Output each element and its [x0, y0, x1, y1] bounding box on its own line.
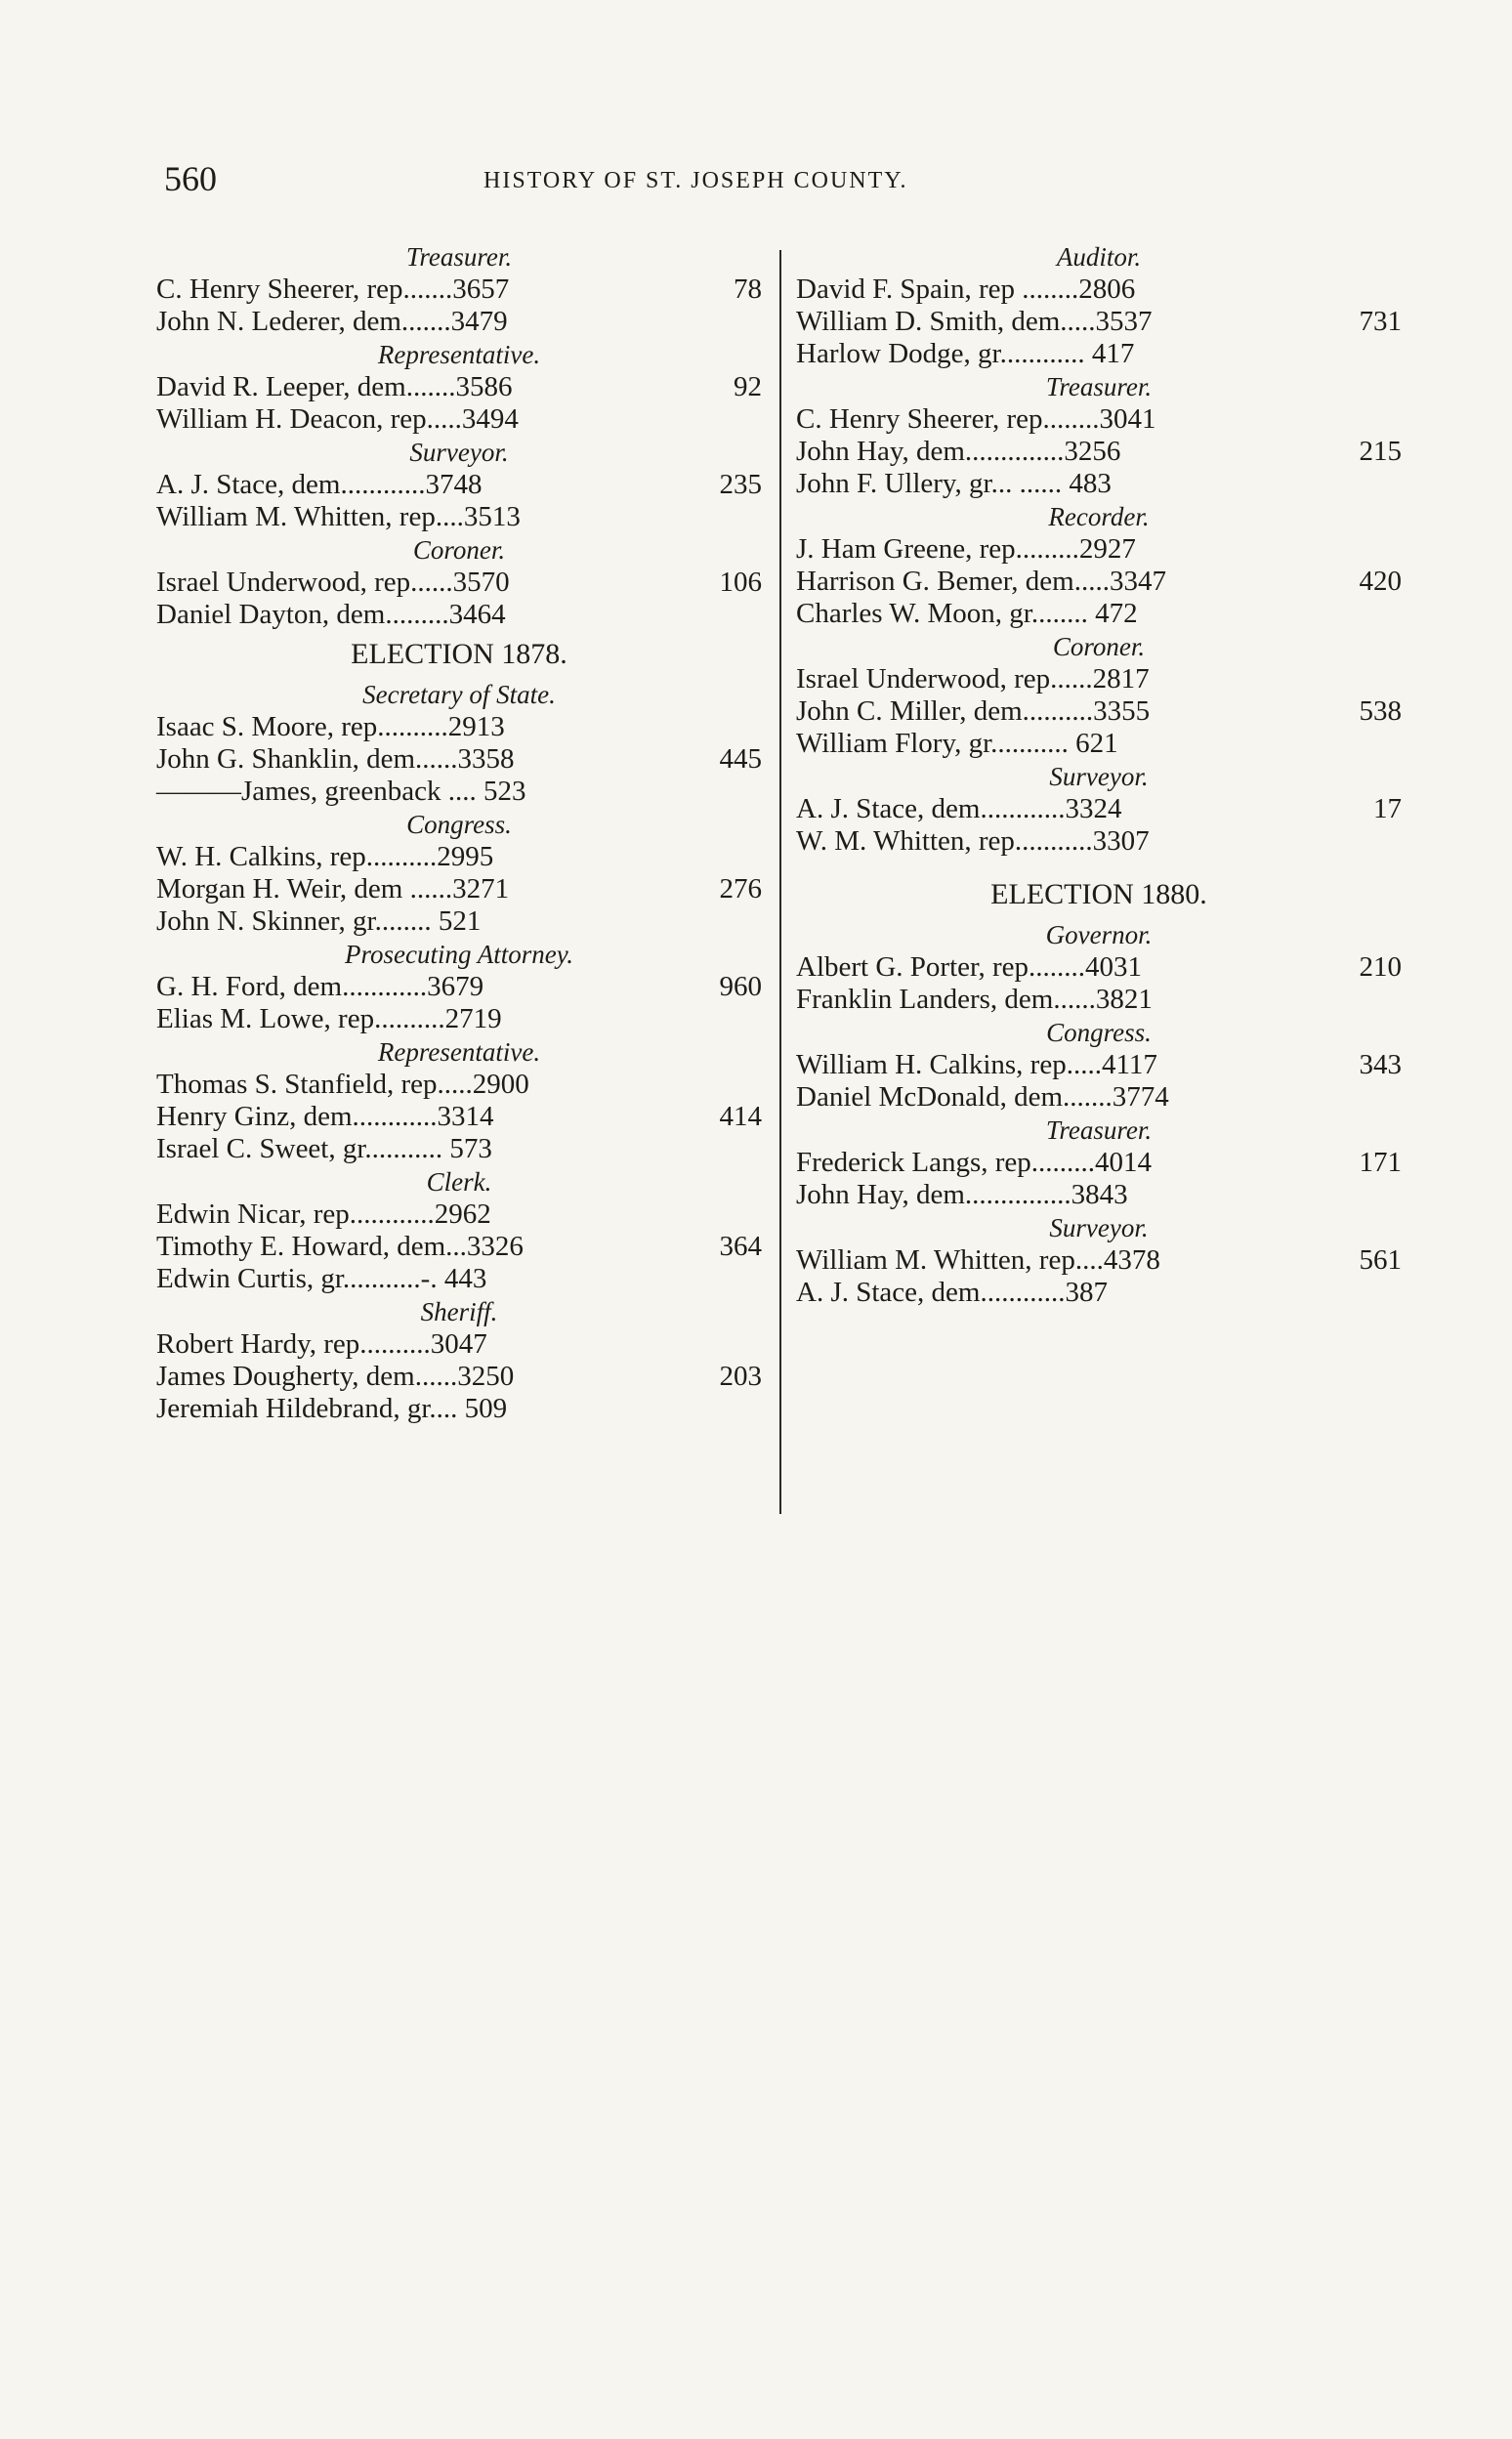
candidate-entry: Timothy E. Howard, dem...3326: [156, 1231, 524, 1262]
candidate-entry: William H. Deacon, rep.....3494: [156, 403, 519, 435]
office-heading: Coroner.: [1052, 632, 1146, 661]
candidate-row: [156, 905, 762, 938]
candidate-entry: Jeremiah Hildebrand, gr.... 509: [156, 1393, 508, 1424]
candidate-entry: James Dougherty, dem......3250: [156, 1361, 515, 1392]
candidate-entry: Thomas S. Stanfield, rep.....2900: [156, 1069, 529, 1100]
candidate-entry: Israel Underwood, rep......2817: [796, 663, 1150, 694]
office-heading: Representative.: [377, 340, 541, 369]
candidate-row: [156, 1393, 762, 1425]
candidate-row: [156, 1361, 762, 1393]
candidate-row: [796, 1049, 1402, 1081]
candidate-entry: A. J. Stace, dem............3324: [796, 793, 1122, 824]
candidate-row: [796, 566, 1402, 598]
candidate-entry: John N. Lederer, dem.......3479: [156, 306, 508, 337]
majority-value: 276: [719, 873, 762, 904]
office-heading: Treasurer.: [1045, 372, 1153, 401]
candidate-row: [796, 825, 1402, 858]
candidate-row: [796, 793, 1402, 825]
candidate-entry: David F. Spain, rep ........2806: [796, 273, 1136, 305]
candidate-row: [796, 1147, 1402, 1179]
majority-value: 92: [734, 371, 762, 402]
candidate-entry: William D. Smith, dem.....3537: [796, 306, 1153, 337]
running-head: HISTORY OF ST. JOSEPH COUNTY.: [483, 168, 908, 193]
candidate-entry: W. H. Calkins, rep..........2995: [156, 841, 494, 872]
candidate-entry: David R. Leeper, dem.......3586: [156, 371, 513, 402]
candidate-entry: John N. Skinner, gr........ 521: [156, 905, 482, 937]
candidate-row: [156, 306, 762, 338]
candidate-row: [156, 1003, 762, 1035]
candidate-row: [156, 1263, 762, 1295]
candidate-row: [156, 1069, 762, 1101]
candidate-row: [156, 371, 762, 403]
candidate-entry: John Hay, dem...............3843: [796, 1179, 1128, 1210]
candidate-row: [156, 776, 762, 808]
candidate-entry: A. J. Stace, dem............3748: [156, 469, 483, 500]
candidate-row: [156, 1101, 762, 1133]
office-heading: Coroner.: [412, 535, 506, 565]
office-heading: Governor.: [1045, 920, 1153, 949]
candidate-entry: John F. Ullery, gr... ...... 483: [796, 468, 1112, 499]
candidate-row: [796, 663, 1402, 695]
candidate-entry: Israel Underwood, rep......3570: [156, 567, 510, 598]
majority-value: 78: [734, 273, 762, 305]
office-heading: Congress.: [1046, 1018, 1152, 1047]
office-heading: Auditor.: [1056, 242, 1142, 272]
candidate-entry: C. Henry Sheerer, rep.......3657: [156, 273, 510, 305]
candidate-entry: Franklin Landers, dem......3821: [796, 984, 1153, 1015]
candidate-row: [796, 403, 1402, 436]
candidate-row: [796, 1179, 1402, 1211]
candidate-entry: Frederick Langs, rep.........4014: [796, 1147, 1153, 1178]
candidate-entry: Harrison G. Bemer, dem.....3347: [796, 566, 1166, 597]
candidate-row: [796, 598, 1402, 630]
candidate-row: [796, 306, 1402, 338]
candidate-entry: Robert Hardy, rep..........3047: [156, 1328, 487, 1360]
candidate-row: [796, 533, 1402, 566]
candidate-row: [156, 501, 762, 533]
office-heading: Congress.: [406, 810, 512, 839]
office-heading: Surveyor.: [1049, 1213, 1149, 1242]
election-heading: ELECTION 1880.: [990, 878, 1207, 910]
candidate-row: [156, 743, 762, 776]
majority-value: 106: [719, 567, 762, 598]
candidate-entry: John G. Shanklin, dem......3358: [156, 743, 515, 775]
candidate-row: [156, 841, 762, 873]
office-heading: Sheriff.: [420, 1297, 498, 1326]
candidate-entry: J. Ham Greene, rep.........2927: [796, 533, 1136, 565]
candidate-row: [156, 403, 762, 436]
candidate-row: [796, 728, 1402, 760]
majority-value: 215: [1359, 436, 1402, 467]
candidate-entry: Edwin Nicar, rep............2962: [156, 1198, 491, 1230]
candidate-entry: Edwin Curtis, gr...........-. 443: [156, 1263, 487, 1294]
election-heading: ELECTION 1878.: [351, 638, 567, 670]
left-column: [156, 240, 762, 1425]
right-column: [796, 240, 1402, 1309]
majority-value: 171: [1359, 1147, 1402, 1178]
candidate-row: [156, 1198, 762, 1231]
spacer: [796, 858, 1402, 871]
candidate-entry: John Hay, dem..............3256: [796, 436, 1121, 467]
candidate-row: [796, 436, 1402, 468]
candidate-entry: ———James, greenback .... 523: [156, 776, 526, 807]
candidate-entry: William Flory, gr........... 621: [796, 728, 1118, 759]
candidate-entry: Albert G. Porter, rep........4031: [796, 951, 1143, 983]
office-heading: Clerk.: [426, 1167, 492, 1197]
candidate-entry: William H. Calkins, rep.....4117: [796, 1049, 1157, 1080]
page-number: 560: [164, 159, 217, 198]
majority-value: 420: [1359, 566, 1402, 597]
candidate-row: [156, 1328, 762, 1361]
candidate-entry: Isaac S. Moore, rep..........2913: [156, 711, 505, 742]
candidate-entry: William M. Whitten, rep....4378: [796, 1244, 1160, 1276]
candidate-row: [796, 1244, 1402, 1277]
candidate-row: [156, 711, 762, 743]
office-heading: Treasurer.: [405, 242, 513, 272]
majority-value: 445: [719, 743, 762, 775]
majority-value: 364: [719, 1231, 762, 1262]
candidate-entry: Harlow Dodge, gr............ 417: [796, 338, 1135, 369]
majority-value: 731: [1359, 306, 1402, 337]
candidate-row: [796, 951, 1402, 984]
candidate-entry: Charles W. Moon, gr........ 472: [796, 598, 1138, 629]
candidate-row: [796, 273, 1402, 306]
majority-value: 203: [719, 1361, 762, 1392]
majority-value: 960: [719, 971, 762, 1002]
candidate-row: [796, 468, 1402, 500]
candidate-row: [156, 971, 762, 1003]
candidate-entry: Henry Ginz, dem............3314: [156, 1101, 494, 1132]
candidate-row: [796, 1277, 1402, 1309]
majority-value: 414: [719, 1101, 762, 1132]
majority-value: 538: [1359, 695, 1402, 727]
candidate-row: [796, 695, 1402, 728]
majority-value: 343: [1359, 1049, 1402, 1080]
candidate-row: [156, 599, 762, 631]
office-heading: Representative.: [377, 1037, 541, 1067]
candidate-entry: Israel C. Sweet, gr........... 573: [156, 1133, 492, 1164]
candidate-row: [156, 273, 762, 306]
candidate-entry: Morgan H. Weir, dem ......3271: [156, 873, 510, 904]
office-heading: Treasurer.: [1045, 1115, 1153, 1145]
majority-value: 17: [1373, 793, 1402, 824]
candidate-row: [156, 873, 762, 905]
office-heading: Recorder.: [1048, 502, 1150, 531]
candidate-row: [156, 1231, 762, 1263]
candidate-entry: Elias M. Lowe, rep..........2719: [156, 1003, 502, 1034]
office-heading: Surveyor.: [1049, 762, 1149, 791]
candidate-row: [796, 1081, 1402, 1114]
candidate-entry: Daniel Dayton, dem.........3464: [156, 599, 506, 630]
majority-value: 210: [1359, 951, 1402, 983]
candidate-entry: G. H. Ford, dem............3679: [156, 971, 484, 1002]
candidate-row: [156, 1133, 762, 1165]
column-divider: [779, 250, 781, 1514]
office-heading: Prosecuting Attorney.: [345, 940, 573, 969]
candidate-entry: John C. Miller, dem..........3355: [796, 695, 1151, 727]
candidate-entry: C. Henry Sheerer, rep........3041: [796, 403, 1156, 435]
candidate-entry: A. J. Stace, dem............387: [796, 1277, 1108, 1308]
majority-value: 561: [1359, 1244, 1402, 1276]
candidate-entry: William M. Whitten, rep....3513: [156, 501, 521, 532]
candidate-row: [156, 469, 762, 501]
candidate-row: [156, 567, 762, 599]
office-heading: Secretary of State.: [362, 680, 556, 709]
candidate-row: [796, 338, 1402, 370]
majority-value: 235: [719, 469, 762, 500]
candidate-row: [796, 984, 1402, 1016]
candidate-entry: Daniel McDonald, dem.......3774: [796, 1081, 1169, 1113]
candidate-entry: W. M. Whitten, rep...........3307: [796, 825, 1150, 857]
office-heading: Surveyor.: [409, 438, 509, 467]
